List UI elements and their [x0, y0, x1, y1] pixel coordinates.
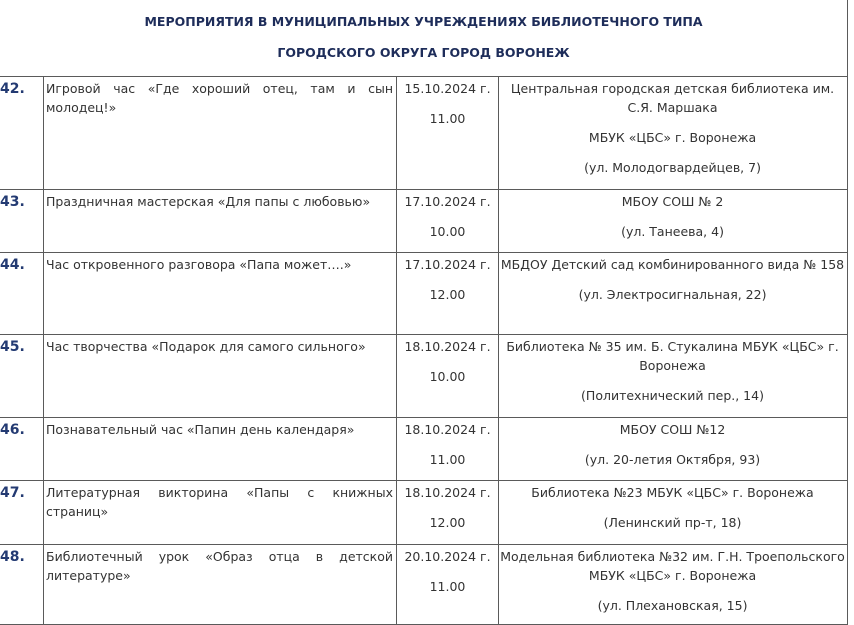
event-date: 18.10.2024 г. [404, 422, 491, 437]
table-row [0, 418, 848, 481]
table-header-row [0, 0, 848, 77]
event-place [499, 418, 848, 481]
event-place [499, 77, 848, 190]
event-venue: МБОУ СОШ № 2 [621, 194, 724, 209]
event-venue: Библиотека № 35 им. Б. Стукалина МБУК «ЦБС» г. Воронежа [506, 339, 839, 373]
event-date-time [397, 418, 499, 481]
event-time: 11.00 [429, 579, 466, 594]
event-time: 12.00 [429, 287, 466, 302]
event-time: 10.00 [429, 369, 466, 384]
event-place [499, 545, 848, 625]
event-address: (Политехнический пер., 14) [581, 388, 764, 403]
table-row [0, 335, 848, 418]
heading-line-1: МЕРОПРИЯТИЯ В МУНИЦИПАЛЬНЫХ УЧРЕЖДЕНИЯХ БИБЛИОТЕЧНОГО ТИПА [144, 14, 703, 29]
event-venue: Библиотека №23 МБУК «ЦБС» г. Воронежа [531, 485, 814, 500]
event-time: 10.00 [429, 224, 466, 239]
event-number: 43. [0, 190, 44, 253]
table-row [0, 545, 848, 625]
table-row [0, 481, 848, 545]
event-date: 15.10.2024 г. [404, 81, 491, 96]
table-heading [0, 0, 848, 77]
event-place [499, 481, 848, 545]
event-number: 42. [0, 77, 44, 190]
event-date: 18.10.2024 г. [404, 485, 491, 500]
event-number: 46. [0, 418, 44, 481]
event-address: (ул. Электросигнальная, 22) [578, 287, 767, 302]
event-date: 17.10.2024 г. [404, 194, 491, 209]
event-time: 12.00 [429, 515, 466, 530]
event-venue: МБУК «ЦБС» г. Воронежа [588, 130, 757, 145]
event-venue: МБОУ СОШ №12 [619, 422, 726, 437]
event-date: 18.10.2024 г. [404, 339, 491, 354]
table-row [0, 190, 848, 253]
event-title: Библиотечный урок «Образ отца в детской литературе» [44, 545, 397, 625]
event-address: (ул. 20-летия Октября, 93) [584, 452, 761, 467]
event-title: Познавательный час «Папин день календаря» [44, 418, 397, 481]
event-date: 20.10.2024 г. [404, 549, 491, 564]
event-number: 45. [0, 335, 44, 418]
event-title: Игровой час «Где хороший отец, там и сын молодец!» [44, 77, 397, 190]
event-title: Праздничная мастерская «Для папы с любовью» [44, 190, 397, 253]
event-date-time [397, 545, 499, 625]
event-venue: Модельная библиотека №32 им. Г.Н. Троепольского МБУК «ЦБС» г. Воронежа [500, 549, 845, 583]
event-date-time [397, 335, 499, 418]
event-address: (ул. Танеева, 4) [621, 224, 724, 239]
table-row [0, 253, 848, 335]
event-title: Час откровенного разговора «Папа может….» [44, 253, 397, 335]
event-venue: Центральная городская детская библиотека им. С.Я. Маршака [510, 81, 835, 115]
event-number: 47. [0, 481, 44, 545]
event-date-time [397, 253, 499, 335]
event-address: (ул. Плехановская, 15) [597, 598, 748, 613]
event-place [499, 253, 848, 335]
event-date-time [397, 190, 499, 253]
event-place [499, 335, 848, 418]
event-time: 11.00 [429, 111, 466, 126]
event-time: 11.00 [429, 452, 466, 467]
table-row [0, 77, 848, 190]
event-venue: МБДОУ Детский сад комбинированного вида № 158 [500, 257, 845, 272]
heading-line-2: ГОРОДСКОГО ОКРУГА ГОРОД ВОРОНЕЖ [277, 45, 570, 60]
event-title: Час творчества «Подарок для самого сильного» [44, 335, 397, 418]
event-place [499, 190, 848, 253]
event-date-time [397, 481, 499, 545]
event-date-time [397, 77, 499, 190]
event-title: Литературная викторина «Папы с книжных страниц» [44, 481, 397, 545]
event-address: (Ленинский пр-т, 18) [603, 515, 742, 530]
event-number: 44. [0, 253, 44, 335]
event-date: 17.10.2024 г. [404, 257, 491, 272]
event-address: (ул. Молодогвардейцев, 7) [584, 160, 761, 175]
event-number: 48. [0, 545, 44, 625]
